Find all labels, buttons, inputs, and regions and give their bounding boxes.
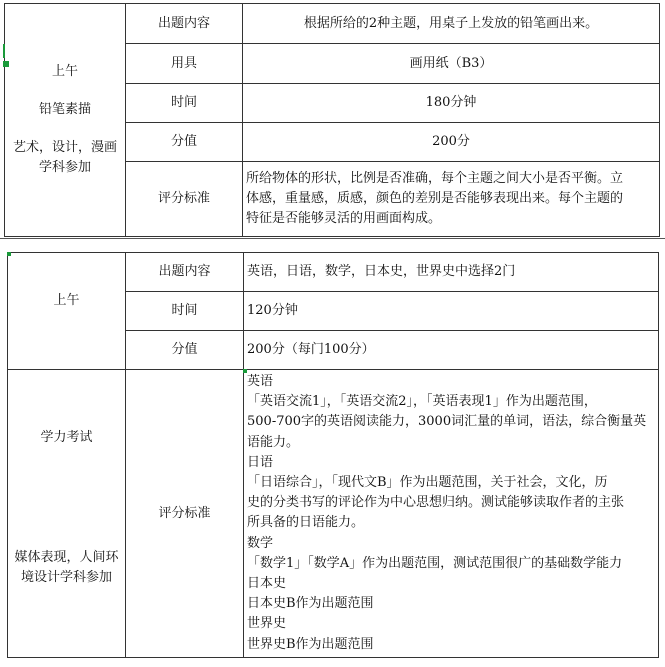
- side-cell-session: [8, 253, 126, 370]
- exam-table-academic-test: [7, 252, 659, 658]
- side-dept-line-1-2: 媒体表现，人间环: [14, 550, 119, 565]
- side-session: 上午: [51, 64, 78, 79]
- side-session-2: 上午: [53, 293, 80, 308]
- row-label-content: 出题内容: [126, 4, 243, 44]
- selection-fill-handle[interactable]: [3, 61, 9, 67]
- side-dept-line-2-2: 境设计学科参加: [20, 570, 112, 585]
- cell-corner-marker: [7, 252, 11, 256]
- criteria-line: 「日语综合」，「现代文B」作为出题范围，关于社会，文化，历: [247, 475, 608, 491]
- criteria-line: 「英语交流1」，「英语交流2」，「英语表现1」作为出题范围，: [247, 394, 597, 410]
- exam-table-pencil-sketch: [4, 3, 660, 237]
- criteria-line: 世界史B作为出题范围: [247, 636, 374, 652]
- side-subject-2: 学力考试: [40, 430, 93, 445]
- criteria-line: 特征是否能够灵活的用画面构成。: [246, 211, 442, 226]
- criteria-line: 所给物体的形状，比例是否准确，每个主题之间大小是否平衡。立: [246, 171, 624, 186]
- criteria-line: 日本史B作为出题范围: [247, 596, 374, 612]
- criteria-line: 体感，重量感，质感，颜色的差别是否能够表现出来。每个主题的: [246, 191, 624, 206]
- row-label-content-2: 出题内容: [126, 253, 244, 292]
- criteria-heading-math: 数学: [247, 535, 274, 551]
- criteria-heading-japanese-history: 日本史: [247, 576, 287, 592]
- side-dept-line-2: 学科参加: [38, 160, 91, 175]
- row-label-time: 时间: [126, 84, 243, 123]
- row-value-tools: 画用纸（B3）: [243, 44, 660, 84]
- row-value-time: 180分钟: [243, 84, 660, 123]
- criteria-heading-english: 英语: [247, 374, 274, 389]
- row-value-criteria-2: [244, 370, 659, 658]
- criteria-line: 500-700字的英语阅读能力，3000词汇量的单词，语法，综合衡量英: [247, 414, 647, 430]
- row-label-score-2: 分值: [126, 331, 244, 370]
- side-dept-line-1: 艺术，设计，漫画: [12, 140, 117, 155]
- criteria-line: 史的分类书写的评论作为中心思想归纳。测试能够读取作者的主张: [247, 495, 625, 511]
- row-label-score: 分值: [126, 123, 243, 162]
- row-label-tools: 用具: [126, 44, 243, 84]
- criteria-heading-world-history: 世界史: [247, 616, 287, 632]
- table-separator: [0, 238, 665, 239]
- cell-corner-marker: [243, 369, 247, 373]
- selection-edge-marker[interactable]: [3, 44, 5, 58]
- criteria-line: 「数学1」「数学A」作为出题范围，测试范围很广的基础数学能力: [247, 555, 623, 571]
- row-value-time-2: 120分钟: [244, 292, 659, 331]
- row-label-criteria-2: 评分标准: [126, 370, 244, 658]
- row-value-score-2: 200分（每门100分）: [244, 331, 659, 370]
- side-subject: 铅笔素描: [38, 102, 91, 117]
- row-value-criteria: [243, 162, 660, 237]
- row-label-criteria: 评分标准: [126, 162, 243, 237]
- row-label-time-2: 时间: [126, 292, 244, 331]
- row-value-content-2: 英语，日语，数学，日本史，世界史中选择2门: [244, 253, 659, 292]
- row-value-score: 200分: [243, 123, 660, 162]
- criteria-heading-japanese: 日语: [247, 454, 274, 470]
- row-value-content: 根据所给的2种主题，用桌子上发放的铅笔画出来。: [243, 4, 660, 44]
- criteria-line: 语能力。: [247, 434, 300, 450]
- side-cell-academic: [8, 370, 126, 658]
- criteria-line: 所具备的日语能力。: [247, 515, 365, 531]
- side-cell-sketch: [5, 4, 126, 237]
